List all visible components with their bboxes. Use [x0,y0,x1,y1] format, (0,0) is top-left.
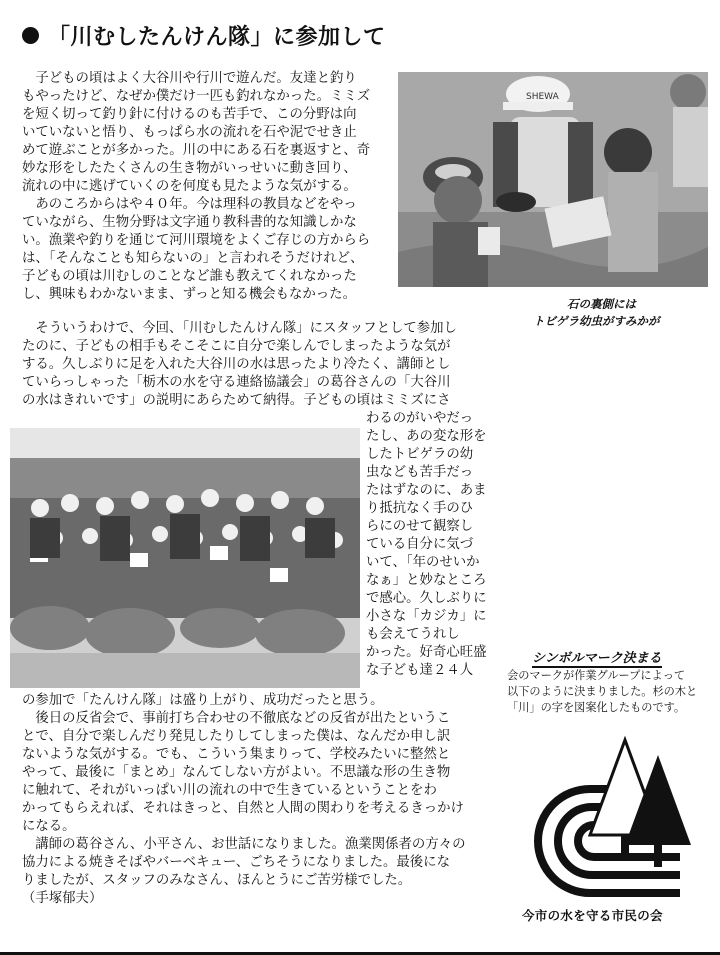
symbol-mark-description [507,668,697,716]
organization-name: 今市の水を守る市民の会 [522,908,663,923]
text-line: ていらっしゃった「栃木の水を守る連絡協議会」の葛谷さんの「大谷川 [22,375,451,390]
cap-text: SHEWA [526,92,559,102]
photo-caption-line: 石の裏側には [567,297,636,311]
text-line: 小さな「カジカ」に [366,609,487,624]
text-line: も会えてうれし [366,627,460,642]
text-line: を短く切って釣り針に付けるのも苦手で、この分野は向 [22,107,357,122]
text-line: とで、自分で楽しんだり発見したりしてしまった僕は、なんだか申し訳 [22,729,451,744]
text-line: ている自分に気づ [366,537,474,552]
text-line: に触れて、それがいっぱい川の流れの中で生きているということをわ [22,783,437,798]
text-line: 後日の反省会で、事前打ち合わせの不徹底などの反省が出たというこ [22,711,451,726]
text-line: たはずなのに、あま [366,483,487,498]
text-line: する。久しぶりに足を入れた大谷川の水は思ったより冷たく、講師とし [22,357,451,372]
text-line: の水はきれいです」の説明にあらためて納得。子どもの頃はミミズにさ [22,393,451,408]
text-line: わるのがいやだっ [366,411,474,426]
text-line: の参加で「たんけん隊」は盛り上がり、成功だったと思う。 [22,693,384,708]
text-line: りましたが、スタッフのみなさん、ほんとうにご苦労様でした。 [22,873,412,888]
text-line: たのに、子どもの相手もそこそこに自分で楽しんでしまったような気が [22,339,451,354]
body-paragraph-top [22,70,370,304]
author-credit: （手塚郁夫） [22,891,103,906]
text-line: り抵抗なく手のひ [366,501,474,516]
bullet-icon [22,27,39,44]
cedar-trees-icon [590,740,691,867]
text-line: 子どもの頃は川むしのことなど誰も教えてくれなかった [22,269,357,284]
text-line: いていないと悟り、もっぱら水の流れを石や泥でせき止 [22,125,357,140]
text-line: 虫なども苦手だっ [366,465,474,480]
photo-kids-illustration [398,72,708,287]
text-line: もやったけど、なぜか僕だけ一匹も釣れなかった。ミミズ [22,89,371,104]
photo-kids-looking-at-stone [398,72,708,287]
photo-caption-line: トビゲラ幼虫がすみかが [533,314,660,328]
text-line: かった。好奇心旺盛 [366,645,487,660]
symbol-mark-heading: シンボルマーク決まる [532,647,662,666]
text-line: で感心。久しぶりに [366,591,487,606]
body-paragraph-bottom [22,692,466,908]
text-line: 妙な形をしたたくさんの生き物がいっせいに動き回り、 [22,161,357,176]
text-line: めて遊ぶことが多かった。川の中にある石を裏返すと、奇 [22,143,371,158]
body-paragraph-middle [22,320,457,410]
photo-group-participants [10,428,360,688]
text-line: し、興味もわかないまま、ずっと知る機会もなかった。 [22,287,356,302]
text-line: なぁ」と妙なところ [366,573,487,588]
text-line: い。漁業や釣りを通じて河川環境をよくご存じの方からら [22,233,371,248]
text-line: ないような気がする。でも、こういう集まりって、学校みたいに整然と [22,747,451,762]
body-paragraph-narrow [366,410,487,680]
group-photo-illustration [10,428,360,688]
text-line: あのころからはや４０年。今は理科の教員などをやっ [22,197,357,212]
text-line: そういうわけで、今回、「川むしたんけん隊」にスタッフとして参加し [22,321,457,336]
text-line: 講師の葛谷さん、小平さん、お世話になりました。漁業関係者の方々の [22,837,466,852]
text-line: やって、最後に「まとめ」なんてしない方がよい。不思議な形の生き物 [22,765,451,780]
symbol-mark-logo [530,735,700,900]
text-line: かってもらえれば、それはきっと、自然と人間の関わりを考えるきっかけ [22,801,464,816]
text-line: な子ども達２４人 [366,663,474,678]
text-line: ていながら、生物分野は文字通り教科書的な知識しかな [22,215,357,230]
article-headline [22,18,386,52]
text-line: たし、あの変な形を [366,429,487,444]
text-line: になる。 [22,819,76,834]
text-line: 子どもの頃はよく大谷川や行川で遊んだ。友達と釣り [22,71,357,86]
text-line: は、「そんなことも知らないの」と言われそうだけれど、 [22,251,364,266]
desc-line: 会のマークが作業グループによって [507,669,686,682]
text-line: 協力による焼きそばやバーベキュー、ごちそうになりました。最後にな [22,855,450,870]
desc-line: 「川」の字を図案化したものです。 [507,701,686,714]
text-line: らにのせて観察し [366,519,474,534]
text-line: いて、「年のせいか [366,555,480,570]
text-line: 流れの中に逃げていくのを何度も見たような気がする。 [22,179,357,194]
desc-line: 以下のように決まりました。杉の木と [507,685,698,698]
headline-text: 「川むしたんけん隊」に参加して [48,24,386,50]
text-line: したトビゲラの幼 [366,447,474,462]
